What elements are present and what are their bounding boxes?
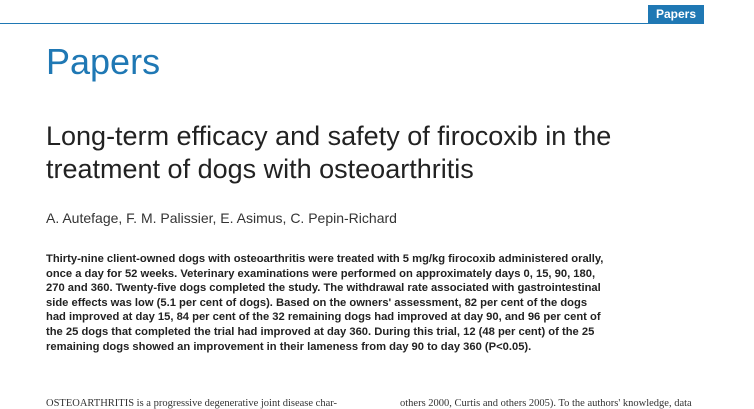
header-bar [0,5,704,24]
author-list: A. Autefage, F. M. Palissier, E. Asimus, C. Pepin-Richard [46,210,397,226]
section-tag: Papers [648,5,704,23]
body-text-right-column: others 2000, Curtis and others 2005). To the authors' knowledge, data [400,398,692,409]
body-text-left-column: OSTEOARTHRITIS is a progressive degenerative joint disease char- [46,398,338,409]
abstract: Thirty-nine client-owned dogs with osteoarthritis were treated with 5 mg/kg firocoxib administered orally, once a day for 52 weeks. Veterinary examinations were performed on approximately days 0, 15, 90, 180, 270 and 360. Twenty-five dogs completed the study. The withdrawal rate associated with gastrointestinal side effects was low (5.1 per cent of dogs). Based on the owners' assessment, 82 per cent of the dogs had improved at day 15, 84 per cent of the 32 remaining dogs had improved at day 90, and 96 per cent of the 25 dogs that completed the trial had improved at day 360. During this trial, 12 (48 per cent) of the 25 remaining dogs showed an improvement in their lameness from day 90 to day 360 (P<0.05). [46,253,604,353]
article-title: Long-term efficacy and safety of firocoxib in the treatment of dogs with osteoarthritis [46,121,612,184]
section-heading: Papers [46,41,161,82]
